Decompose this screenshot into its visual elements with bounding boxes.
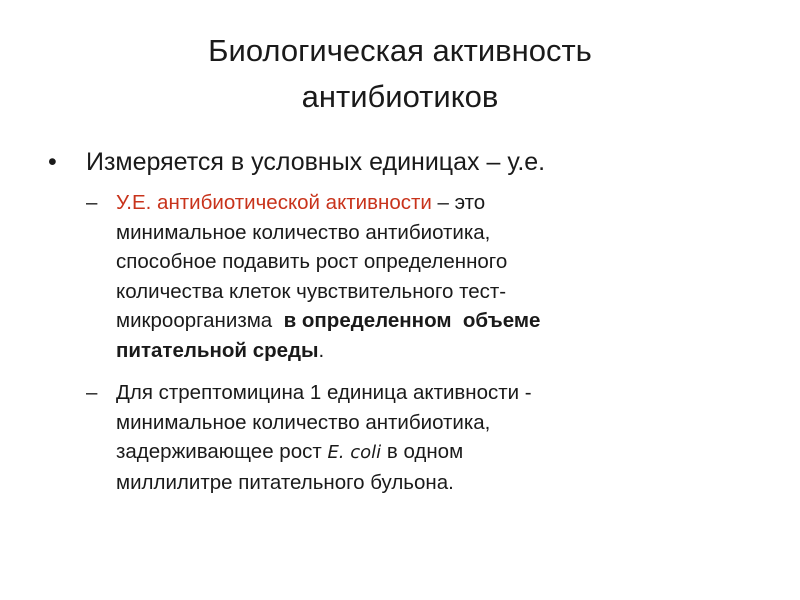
- streptomycin-line-3-before: задерживающее рост: [116, 440, 328, 463]
- definition-line-6: [116, 336, 766, 366]
- streptomycin-line-3: [116, 437, 766, 468]
- dash-marker: –: [86, 381, 98, 404]
- sub-item-body: [116, 188, 766, 365]
- definition-line-6-end: .: [318, 338, 325, 362]
- streptomycin-line-4: миллилитре питательного бульона.: [116, 470, 454, 494]
- definition-line-4: количества клеток чувствительного тест-: [116, 279, 507, 303]
- slide-title: [60, 28, 740, 120]
- definition-line-1: [116, 188, 766, 218]
- slide-title-line-1: Биологическая активность: [208, 33, 592, 68]
- definition-line-5-bold: в определенном объеме: [283, 309, 541, 332]
- definition-line-6-bold: питательной среды: [116, 338, 319, 362]
- slide-title-line-2: антибиотиков: [301, 79, 499, 114]
- bullet-marker: •: [48, 148, 57, 176]
- organism-name: E. coli: [327, 442, 382, 463]
- definition-term: У.Е. антибиотической активности: [116, 191, 432, 214]
- definition-term-after: – это: [431, 191, 486, 214]
- definition-line-3: способное подавить рост определенного: [116, 250, 508, 273]
- sub-item-body: [116, 378, 766, 497]
- dash-marker: –: [86, 191, 98, 214]
- definition-line-5-plain: микроорганизма: [116, 309, 284, 332]
- definition-line-2: минимальное количество антибиотика,: [116, 220, 491, 244]
- streptomycin-line-3-after: в одном: [381, 440, 464, 463]
- streptomycin-line-1: Для стрептомицина 1 единица активности -: [116, 381, 532, 404]
- streptomycin-line-2: минимальное количество антибиотика,: [116, 410, 491, 434]
- bullet-text: Измеряется в условных единицах – у.е.: [86, 148, 546, 176]
- definition-line-5: [116, 306, 766, 336]
